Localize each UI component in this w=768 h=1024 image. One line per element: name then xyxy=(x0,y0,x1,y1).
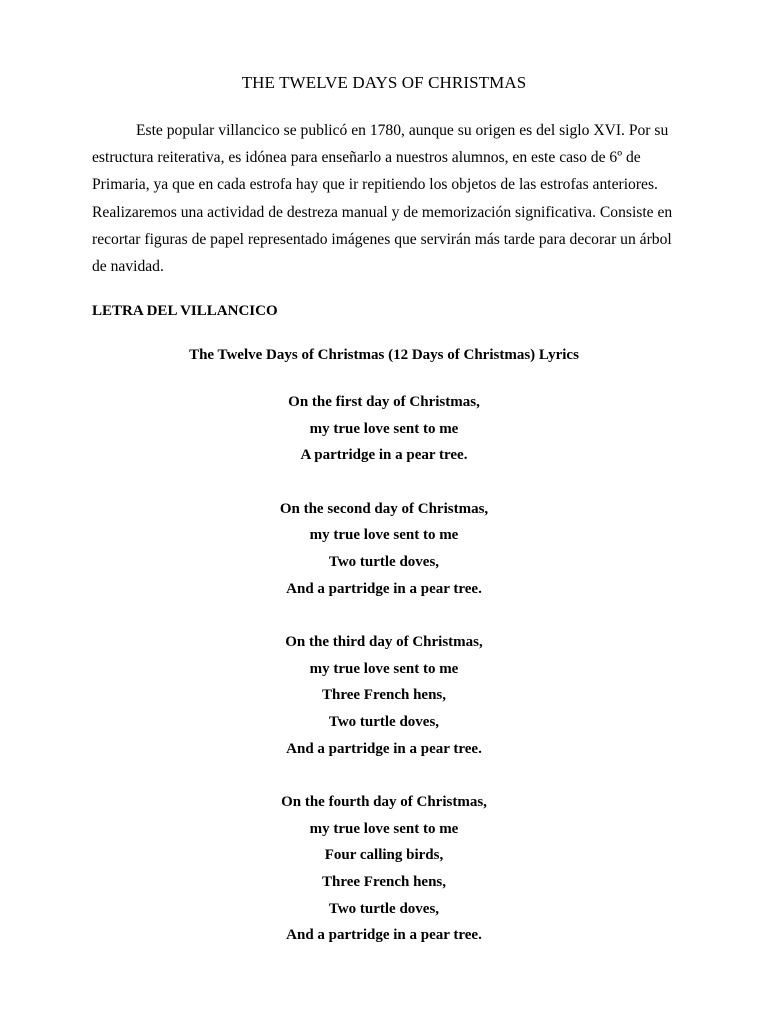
lyrics-title: The Twelve Days of Christmas (12 Days of Christmas) Lyrics xyxy=(189,347,579,363)
verse-line: Two turtle doves, xyxy=(328,900,440,917)
verse-line: And a partridge in a pear tree. xyxy=(286,580,482,597)
verse-2 xyxy=(0,496,768,603)
verse-line: my true love sent to me xyxy=(309,420,459,437)
verse-line: A partridge in a pear tree. xyxy=(300,447,468,464)
verse-line: On the first day of Christmas, xyxy=(288,394,480,410)
verse-line: Two turtle doves, xyxy=(328,554,440,571)
intro-paragraph: Este popular villancico se publicó en 1780, aunque su origen es del siglo XVI. Por su estructura reiterativa, es idónea para enseñarlo a nuestros alumnos, en este caso de 6º de Primaria, ya que en cada estrofa hay que ir repitiendo los objetos de las estrofas anteriores. Realizaremos una actividad de destreza manual y de memorización significativa. Consiste en recortar figuras de papel representado imágenes que servirán más tarde para decorar un árbol de navidad. xyxy=(92,122,673,276)
verse-line: my true love sent to me xyxy=(309,660,459,677)
verse-line: Three French hens, xyxy=(321,687,447,704)
verse-4 xyxy=(0,789,768,949)
verse-1 xyxy=(0,389,768,469)
verse-line: Three French hens, xyxy=(321,874,447,891)
verse-line: Four calling birds, xyxy=(324,847,444,864)
verse-line: On the fourth day of Christmas, xyxy=(281,794,487,811)
verse-3 xyxy=(0,629,768,762)
section-heading: LETRA DEL VILLANCICO xyxy=(92,303,278,319)
lyrics-verses xyxy=(0,389,768,976)
verse-line: On the third day of Christmas, xyxy=(285,634,483,650)
verse-line: On the second day of Christmas, xyxy=(279,500,489,517)
verse-line: And a partridge in a pear tree. xyxy=(286,927,482,944)
verse-line: my true love sent to me xyxy=(309,527,459,544)
document-title: THE TWELVE DAYS OF CHRISTMAS xyxy=(241,73,527,92)
verse-line: Two turtle doves, xyxy=(328,714,440,731)
verse-line: And a partridge in a pear tree. xyxy=(286,740,482,757)
verse-line: my true love sent to me xyxy=(309,820,459,837)
